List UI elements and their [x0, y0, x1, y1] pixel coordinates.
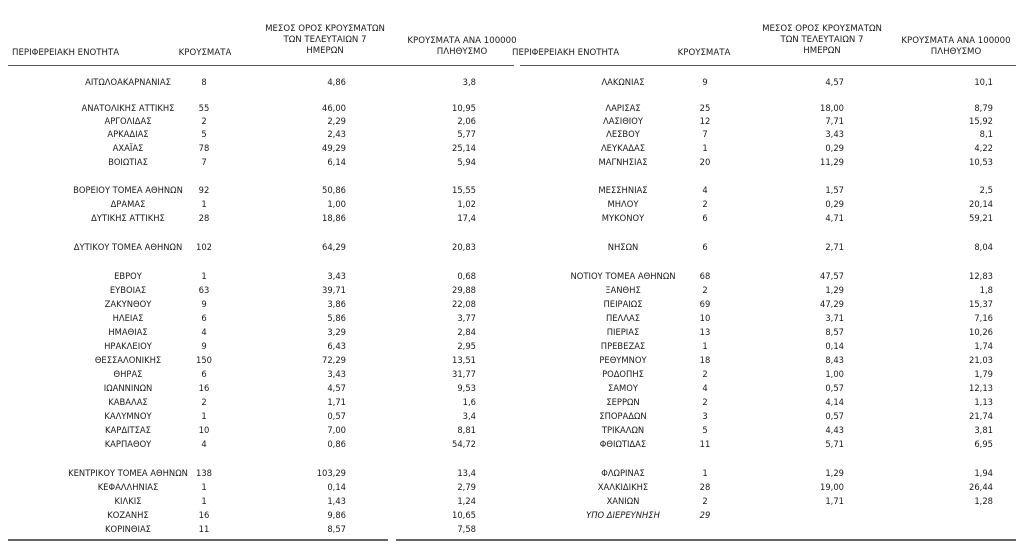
cases-per-100000-value: 8,79 [974, 103, 993, 113]
seven-day-average-value: 103,29 [316, 468, 346, 478]
seven-day-average-value: 1,00 [327, 199, 346, 209]
region-name: ΜΥΚΟΝΟΥ [601, 213, 645, 223]
cases-per-100000-value: 10,95 [452, 103, 476, 113]
cases-per-100000-value: 1,8 [979, 285, 993, 295]
cases-value: 28 [198, 213, 210, 223]
cases-value: 20 [699, 157, 711, 167]
cases-value: 1 [702, 341, 708, 351]
cases-value: 78 [198, 143, 210, 153]
seven-day-average-value: 18,86 [322, 213, 346, 223]
region-name: ΣΕΡΡΩΝ [606, 397, 640, 407]
cases-per-100000-value: 13,51 [452, 355, 476, 365]
cases-per-100000-value: 10,53 [969, 157, 993, 167]
cases-value: 3 [702, 411, 708, 421]
cases-per-100000-value: 12,83 [969, 271, 993, 281]
seven-day-average-value: 11,29 [820, 157, 844, 167]
cases-per-100000-value: 0,68 [457, 271, 476, 281]
seven-day-average-value: 3,71 [825, 313, 844, 323]
cases-per-100000-value: 3,4 [462, 411, 476, 421]
seven-day-average-value: 50,86 [322, 185, 346, 195]
cases-per-100000-value: 54,72 [452, 439, 476, 449]
cases-per-100000-value: 1,74 [974, 341, 993, 351]
region-name: ΧΑΛΚΙΔΙΚΗΣ [597, 482, 649, 492]
header-avg-line3: ΗΜΕΡΩΝ [306, 46, 344, 56]
cases-value: 1 [201, 411, 207, 421]
seven-day-average-value: 0,86 [327, 439, 346, 449]
cases-per-100000-value: 5,77 [457, 129, 476, 139]
cases-per-100000-value: 1,94 [974, 468, 993, 478]
region-name: ΑΡΚΑΔΙΑΣ [107, 129, 149, 139]
region-name: ΔΥΤΙΚΗΣ ΑΤΤΙΚΗΣ [91, 213, 165, 223]
cases-value: 16 [198, 383, 210, 393]
header-avg-line1: ΜΕΣΟΣ ΟΡΟΣ ΚΡΟΥΣΜΑΤΩΝ [265, 24, 385, 34]
cases-value: 16 [198, 510, 210, 520]
region-name: ΗΛΕΙΑΣ [112, 313, 144, 323]
cases-value: 10 [198, 425, 210, 435]
region-name: ΑΡΓΟΛΙΔΑΣ [104, 116, 152, 126]
cases-per-100000-value: 13,4 [457, 468, 476, 478]
region-name: ΡΕΘΥΜΝΟΥ [599, 355, 647, 365]
cases-per-100000-value: 20,83 [452, 242, 476, 252]
seven-day-average-value: 0,14 [825, 341, 844, 351]
cases-value: 11 [198, 524, 210, 534]
cases-per-100000-value: 6,95 [974, 439, 993, 449]
seven-day-average-value: 0,14 [327, 482, 346, 492]
cases-value: 25 [699, 103, 711, 113]
region-name: ΒΟΡΕΙΟΥ ΤΟΜΕΑ ΑΘΗΝΩΝ [73, 185, 183, 195]
cases-per-100000-value: 1,28 [974, 496, 993, 506]
seven-day-average-value: 47,57 [820, 271, 844, 281]
cases-value: 1 [201, 199, 207, 209]
cases-per-100000-value: 10,26 [969, 327, 993, 337]
cases-value: 1 [702, 468, 708, 478]
cases-value: 4 [702, 383, 708, 393]
seven-day-average-value: 1,43 [327, 496, 346, 506]
header-avg-line2: ΤΩΝ ΤΕΛΕΥΤΑΙΩΝ 7 [283, 35, 367, 45]
cases-value: 18 [699, 355, 711, 365]
seven-day-average-value: 6,14 [327, 157, 346, 167]
cases-per-100000-value: 5,94 [457, 157, 476, 167]
cases-per-100000-value: 7,58 [457, 524, 476, 534]
header-per-line2: ΠΛΗΘΥΣΜΟ [930, 47, 982, 57]
cases-per-100000-value: 21,74 [969, 411, 993, 421]
cases-per-100000-value: 8,1 [979, 129, 993, 139]
cases-value: 2 [702, 397, 708, 407]
seven-day-average-value: 4,86 [327, 77, 346, 87]
seven-day-average-value: 0,29 [825, 199, 844, 209]
seven-day-average-value: 9,86 [327, 510, 346, 520]
region-name: ΑΙΤΩΛΟΑΚΑΡΝΑΝΙΑΣ [85, 77, 171, 87]
seven-day-average-value: 1,71 [327, 397, 346, 407]
cases-per-100000-value: 1,24 [457, 496, 476, 506]
cases-per-100000-value: 1,6 [462, 397, 476, 407]
cases-per-100000-value: 26,44 [969, 482, 993, 492]
region-name: ΣΠΟΡΑΔΩΝ [599, 411, 647, 421]
header-per-line1: ΚΡΟΥΣΜΑΤΑ ΑΝΑ 100000 [407, 36, 517, 46]
region-name: ΑΝΑΤΟΛΙΚΗΣ ΑΤΤΙΚΗΣ [81, 103, 175, 113]
region-name: ΚΟΡΙΝΘΙΑΣ [105, 524, 151, 534]
cases-value: 68 [699, 271, 711, 281]
region-name: ΦΘΙΩΤΙΔΑΣ [599, 439, 647, 449]
seven-day-average-value: 4,43 [825, 425, 844, 435]
cases-per-100000-value: 15,92 [969, 116, 993, 126]
seven-day-average-value: 3,43 [825, 129, 844, 139]
cases-value: 138 [196, 468, 212, 478]
region-name: ΣΑΜΟΥ [608, 383, 638, 393]
region-name: ΠΡΕΒΕΖΑΣ [600, 341, 646, 351]
region-name: ΕΥΒΟΙΑΣ [109, 285, 147, 295]
seven-day-average-value: 39,71 [322, 285, 346, 295]
cases-value: 6 [702, 213, 708, 223]
seven-day-average-value: 7,71 [825, 116, 844, 126]
cases-per-100000-value: 9,53 [457, 383, 476, 393]
cases-value: 6 [201, 369, 207, 379]
cases-value: 6 [702, 242, 708, 252]
header-avg-line1: ΜΕΣΟΣ ΟΡΟΣ ΚΡΟΥΣΜΑΤΩΝ [762, 24, 882, 34]
cases-value: 92 [198, 185, 210, 195]
cases-value: 1 [201, 496, 207, 506]
cases-value: 2 [201, 397, 207, 407]
cases-per-100000-value: 2,95 [457, 341, 476, 351]
cases-value: 5 [702, 425, 708, 435]
seven-day-average-value: 1,00 [825, 369, 844, 379]
region-name: ΚΟΖΑΝΗΣ [107, 510, 149, 520]
cases-per-100000-value: 3,81 [974, 425, 993, 435]
region-name: ΘΗΡΑΣ [113, 369, 143, 379]
region-name: ΠΕΛΛΑΣ [605, 313, 641, 323]
seven-day-average-value: 4,71 [825, 213, 844, 223]
cases-value: 6 [201, 313, 207, 323]
cases-value: 55 [198, 103, 210, 113]
cases-value: 12 [699, 116, 711, 126]
seven-day-average-value: 0,57 [825, 383, 844, 393]
cases-value: 2 [702, 369, 708, 379]
region-name: ΕΒΡΟΥ [114, 271, 142, 281]
cases-value: 29 [699, 510, 711, 520]
region-name: ΗΜΑΘΙΑΣ [108, 327, 148, 337]
cases-per-100000-value: 22,08 [452, 299, 476, 309]
seven-day-average-value: 8,57 [327, 524, 346, 534]
region-name: ΛΑΚΩΝΙΑΣ [601, 77, 645, 87]
region-name: ΔΥΤΙΚΟΥ ΤΟΜΕΑ ΑΘΗΝΩΝ [73, 242, 183, 252]
cases-value: 2 [702, 496, 708, 506]
seven-day-average-value: 8,57 [825, 327, 844, 337]
cases-value: 4 [201, 439, 207, 449]
seven-day-average-value: 4,57 [825, 77, 844, 87]
bottom-rule-right [396, 539, 1016, 541]
cases-per-100000-value: 1,02 [457, 199, 476, 209]
cases-per-100000-value: 1,79 [974, 369, 993, 379]
region-name: ΚΑΒΑΛΑΣ [108, 397, 148, 407]
seven-day-average-value: 49,29 [322, 143, 346, 153]
header-region-left: ΠΕΡΙΦΕΡΕΙΑΚΗ ΕΝΟΤΗΤΑ [12, 48, 120, 58]
seven-day-average-value: 1,29 [825, 285, 844, 295]
region-name: ΚΑΡΔΙΤΣΑΣ [105, 425, 151, 435]
seven-day-average-value: 1,71 [825, 496, 844, 506]
cases-value: 28 [699, 482, 711, 492]
region-name: ΒΟΙΩΤΙΑΣ [108, 157, 148, 167]
cases-per-100000-value: 2,5 [979, 185, 993, 195]
cases-value: 150 [196, 355, 212, 365]
cases-value: 9 [201, 299, 207, 309]
seven-day-average-value: 0,29 [825, 143, 844, 153]
region-name: ΛΕΣΒΟΥ [606, 129, 640, 139]
region-name: ΠΙΕΡΙΑΣ [606, 327, 640, 337]
header-per-line2: ΠΛΗΘΥΣΜΟ [436, 47, 488, 57]
seven-day-average-value: 0,57 [825, 411, 844, 421]
region-name: ΝΟΤΙΟΥ ΤΟΜΕΑ ΑΘΗΝΩΝ [570, 271, 676, 281]
cases-value: 10 [699, 313, 711, 323]
seven-day-average-value: 5,86 [327, 313, 346, 323]
region-name: ΤΡΙΚΑΛΩΝ [601, 425, 645, 435]
region-name: ΖΑΚΥΝΘΟΥ [104, 299, 152, 309]
region-name: ΦΛΩΡΙΝΑΣ [601, 468, 645, 478]
seven-day-average-value: 2,71 [825, 242, 844, 252]
cases-per-100000-value: 12,13 [969, 383, 993, 393]
region-name: ΜΑΓΝΗΣΙΑΣ [598, 157, 648, 167]
region-name: ΚΑΡΠΑΘΟΥ [104, 439, 152, 449]
cases-value: 9 [201, 341, 207, 351]
cases-value: 8 [201, 77, 207, 87]
seven-day-average-value: 3,29 [327, 327, 346, 337]
cases-value: 63 [198, 285, 210, 295]
region-name: ΔΡΑΜΑΣ [110, 199, 146, 209]
cases-per-100000-value: 2,84 [457, 327, 476, 337]
cases-value: 1 [702, 143, 708, 153]
cases-per-100000-value: 4,22 [974, 143, 993, 153]
seven-day-average-value: 3,86 [327, 299, 346, 309]
region-name: ΙΩΑΝΝΙΝΩΝ [103, 383, 153, 393]
seven-day-average-value: 1,57 [825, 185, 844, 195]
cases-value: 2 [702, 199, 708, 209]
header-avg-line2: ΤΩΝ ΤΕΛΕΥΤΑΙΩΝ 7 [780, 35, 864, 45]
cases-per-100000-value: 29,88 [452, 285, 476, 295]
seven-day-average-value: 64,29 [322, 242, 346, 252]
region-name: ΚΙΛΚΙΣ [114, 496, 142, 506]
cases-value: 102 [196, 242, 212, 252]
header-cases-left: ΚΡΟΥΣΜΑΤΑ [178, 48, 232, 58]
cases-per-100000-value: 2,06 [457, 116, 476, 126]
seven-day-average-value: 8,43 [825, 355, 844, 365]
seven-day-average-value: 46,00 [322, 103, 346, 113]
region-name: ΠΕΙΡΑΙΩΣ [603, 299, 643, 309]
cases-value: 9 [702, 77, 708, 87]
cases-per-100000-value: 17,4 [457, 213, 476, 223]
seven-day-average-value: 6,43 [327, 341, 346, 351]
seven-day-average-value: 2,43 [327, 129, 346, 139]
cases-per-100000-value: 10,65 [452, 510, 476, 520]
region-name: ΜΕΣΣΗΝΙΑΣ [598, 185, 648, 195]
region-name: ΝΗΣΩΝ [607, 242, 639, 252]
cases-per-100000-value: 59,21 [969, 213, 993, 223]
cases-value: 1 [201, 271, 207, 281]
cases-value: 2 [702, 285, 708, 295]
header-region-right: ΠΕΡΙΦΕΡΕΙΑΚΗ ΕΝΟΤΗΤΑ [512, 48, 620, 58]
cases-value: 4 [702, 185, 708, 195]
seven-day-average-value: 47,29 [820, 299, 844, 309]
cases-per-100000-value: 1,13 [974, 397, 993, 407]
region-name: ΜΗΛΟΥ [607, 199, 639, 209]
cases-per-100000-value: 20,14 [969, 199, 993, 209]
cases-value: 4 [201, 327, 207, 337]
header-avg-line3: ΗΜΕΡΩΝ [803, 46, 841, 56]
cases-value: 1 [201, 482, 207, 492]
cases-per-100000-value: 31,77 [452, 369, 476, 379]
seven-day-average-value: 19,00 [820, 482, 844, 492]
header-per-line1: ΚΡΟΥΣΜΑΤΑ ΑΝΑ 100000 [901, 36, 1011, 46]
seven-day-average-value: 2,29 [327, 116, 346, 126]
region-name: ΛΑΣΙΘΙΟΥ [603, 116, 643, 126]
cases-value: 7 [201, 157, 207, 167]
cases-per-100000-value: 8,04 [974, 242, 993, 252]
seven-day-average-value: 7,00 [327, 425, 346, 435]
region-name: ΚΕΦΑΛΛΗΝΙΑΣ [97, 482, 159, 492]
seven-day-average-value: 18,00 [820, 103, 844, 113]
cases-value: 2 [201, 116, 207, 126]
cases-per-100000-value: 15,37 [969, 299, 993, 309]
cases-per-100000-value: 2,79 [457, 482, 476, 492]
cases-per-100000-value: 25,14 [452, 143, 476, 153]
seven-day-average-value: 0,57 [327, 411, 346, 421]
region-name: ΚΕΝΤΡΙΚΟΥ ΤΟΜΕΑ ΑΘΗΝΩΝ [68, 468, 188, 478]
cases-value: 11 [699, 439, 711, 449]
bottom-rule-left [8, 539, 388, 541]
seven-day-average-value: 3,43 [327, 369, 346, 379]
cases-per-100000-value: 21,03 [969, 355, 993, 365]
cases-per-100000-value: 8,81 [457, 425, 476, 435]
cases-value: 7 [702, 129, 708, 139]
region-name: ΞΑΝΘΗΣ [605, 285, 641, 295]
region-name: ΗΡΑΚΛΕΙΟΥ [104, 341, 152, 351]
region-name: ΧΑΝΙΩΝ [606, 496, 640, 506]
seven-day-average-value: 4,14 [825, 397, 844, 407]
seven-day-average-value: 5,71 [825, 439, 844, 449]
cases-value: 69 [699, 299, 711, 309]
region-name: ΑΧΑΪΑΣ [112, 143, 144, 153]
cases-per-100000-value: 3,77 [457, 313, 476, 323]
region-name: ΚΑΛΥΜΝΟΥ [104, 411, 152, 421]
region-name: ΥΠΟ ΔΙΕΡΕΥΝΗΣΗ [586, 510, 660, 520]
seven-day-average-value: 4,57 [327, 383, 346, 393]
region-name: ΛΑΡΙΣΑΣ [605, 103, 641, 113]
cases-value: 13 [699, 327, 711, 337]
cases-per-100000-value: 15,55 [452, 185, 476, 195]
cases-per-100000-value: 7,16 [974, 313, 993, 323]
region-name: ΡΟΔΟΠΗΣ [602, 369, 644, 379]
seven-day-average-value: 72,29 [322, 355, 346, 365]
region-name: ΛΕΥΚΑΔΑΣ [600, 143, 646, 153]
cases-per-100000-value: 10,1 [974, 77, 993, 87]
seven-day-average-value: 3,43 [327, 271, 346, 281]
cases-per-100000-value: 3,8 [462, 77, 476, 87]
region-name: ΘΕΣΣΑΛΟΝΙΚΗΣ [94, 355, 162, 365]
header-cases-right: ΚΡΟΥΣΜΑΤΑ [677, 48, 731, 58]
cases-value: 5 [201, 129, 207, 139]
seven-day-average-value: 1,29 [825, 468, 844, 478]
